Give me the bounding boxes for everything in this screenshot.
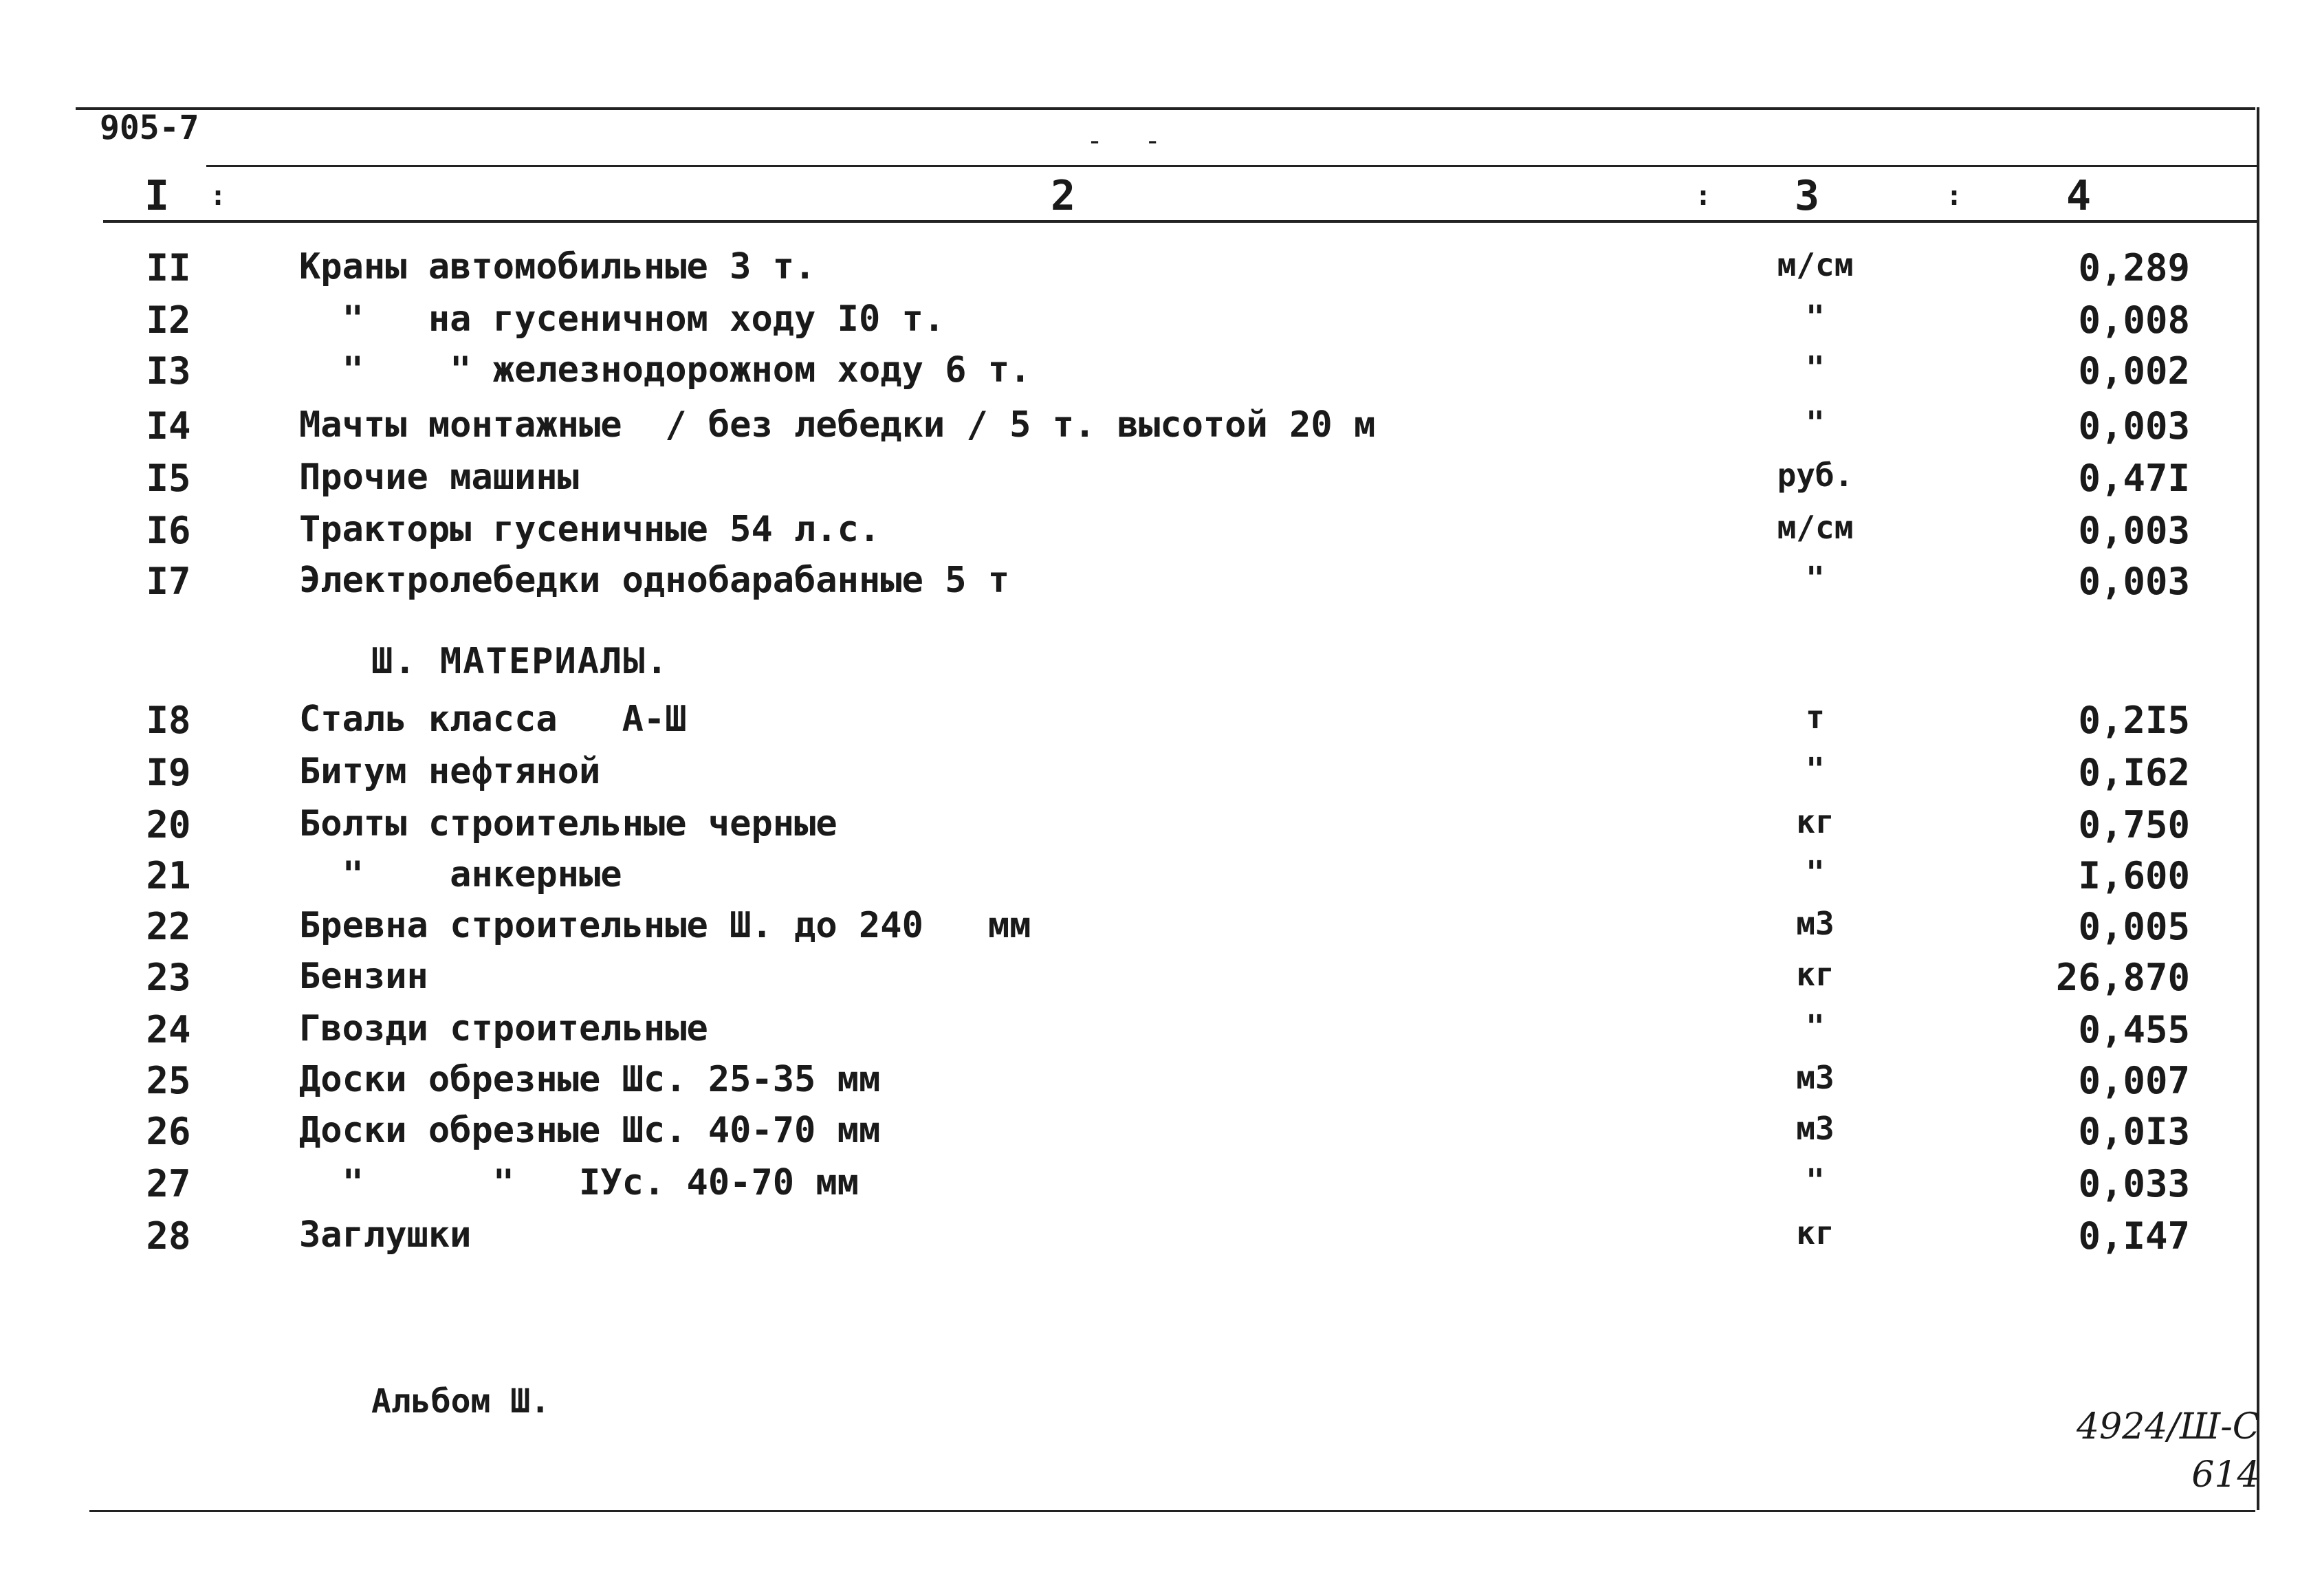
- column-separator: :: [210, 180, 227, 212]
- header-marks: [1086, 125, 1202, 157]
- row-name: Заглушки: [299, 1214, 472, 1256]
- row-name: Бензин: [299, 956, 428, 997]
- row-number: I9: [146, 751, 191, 794]
- row-number: 26: [146, 1110, 191, 1153]
- row-number: I8: [146, 699, 191, 742]
- row-name: Битум нефтяной: [299, 751, 601, 792]
- row-number: 25: [146, 1059, 191, 1102]
- row-quantity: 0,I47: [2078, 1214, 2190, 1258]
- row-quantity: 0,008: [2078, 298, 2190, 342]
- section-title: Ш. МАТЕРИАЛЫ.: [371, 641, 669, 682]
- row-quantity: 0,005: [2078, 905, 2190, 948]
- row-name: Электролебедки однобарабанные 5 т: [299, 560, 1010, 601]
- bottom-rule: [89, 1510, 2255, 1512]
- row-name: Доски обрезные Шс. 40-70 мм: [299, 1110, 881, 1151]
- row-unit: кг: [1796, 803, 1834, 840]
- table-row: [0, 1214, 2322, 1267]
- row-name: " на гусеничном ходу I0 т.: [299, 298, 945, 340]
- row-unit: м3: [1796, 1059, 1834, 1096]
- table-row: [0, 1110, 2322, 1162]
- row-name: Тракторы гусеничные 54 л.с.: [299, 509, 881, 550]
- table-row: [0, 1008, 2322, 1060]
- document-stamp: [2077, 1403, 2260, 1499]
- column-separator: :: [1695, 180, 1712, 212]
- table-row: [0, 699, 2322, 751]
- row-name: " " IУс. 40-70 мм: [299, 1162, 859, 1203]
- table-row: [0, 349, 2322, 402]
- table-row: [0, 1059, 2322, 1111]
- table-row: [0, 457, 2322, 509]
- column-separator: :: [1946, 180, 1963, 212]
- row-unit: ": [1806, 298, 1825, 336]
- row-quantity: 0,I62: [2078, 751, 2190, 794]
- column-header-rule: [103, 220, 2259, 223]
- row-number: 28: [146, 1214, 191, 1258]
- row-quantity: 0,033: [2078, 1162, 2190, 1205]
- table-row: [0, 905, 2322, 957]
- row-name: Прочие машины: [299, 457, 579, 498]
- row-quantity: 0,750: [2078, 803, 2190, 846]
- row-number: 22: [146, 905, 191, 948]
- row-name: Краны автомобильные 3 т.: [299, 246, 816, 287]
- row-number: 20: [146, 803, 191, 846]
- table-row: [0, 246, 2322, 298]
- row-quantity: 26,870: [2055, 956, 2190, 999]
- row-quantity: 0,2I5: [2078, 699, 2190, 742]
- row-quantity: 0,003: [2078, 560, 2190, 603]
- row-number: 23: [146, 956, 191, 999]
- row-quantity: 0,0I3: [2078, 1110, 2190, 1153]
- row-unit: кг: [1796, 1214, 1834, 1251]
- stamp-code: 4924/Ш-С: [2077, 1406, 2260, 1447]
- header-mark: -: [1144, 125, 1203, 157]
- stamp-page: 614: [2191, 1454, 2260, 1496]
- row-number: 21: [146, 854, 191, 897]
- row-name: Мачты монтажные / без лебедки / 5 т. высотой 20 м: [299, 404, 1376, 446]
- row-unit: ": [1806, 404, 1825, 441]
- table-row: [0, 404, 2322, 457]
- row-number: I7: [146, 560, 191, 603]
- row-unit: руб.: [1777, 457, 1854, 494]
- row-unit: ": [1806, 1008, 1825, 1045]
- row-unit: ": [1806, 349, 1825, 386]
- header-mark: -: [1086, 125, 1145, 157]
- row-unit: кг: [1796, 956, 1834, 993]
- table-row: [0, 1162, 2322, 1214]
- row-unit: м/см: [1777, 509, 1854, 546]
- header-rule: [206, 165, 2259, 167]
- column-header-2: 2: [1051, 172, 1076, 220]
- column-header-4: 4: [2066, 172, 2092, 220]
- column-header-3: 3: [1795, 172, 1820, 220]
- table-row: [0, 956, 2322, 1008]
- top-rule: [76, 107, 2255, 110]
- row-quantity: 0,002: [2078, 349, 2190, 393]
- table-row: [0, 854, 2322, 906]
- row-number: 27: [146, 1162, 191, 1205]
- row-quantity: 0,455: [2078, 1008, 2190, 1051]
- row-quantity: 0,007: [2078, 1059, 2190, 1102]
- row-unit: ": [1806, 751, 1825, 788]
- row-quantity: 0,289: [2078, 246, 2190, 289]
- row-name: Сталь класса А-Ш: [299, 699, 687, 740]
- row-unit: м/см: [1777, 246, 1854, 283]
- row-name: Доски обрезные Шс. 25-35 мм: [299, 1059, 881, 1100]
- row-unit: ": [1806, 560, 1825, 597]
- row-name: Бревна строительные Ш. до 240 мм: [299, 905, 1031, 946]
- table-row: [0, 560, 2322, 612]
- row-name: " " железнодорожном ходу 6 т.: [299, 349, 1031, 391]
- row-name: Гвозди строительные: [299, 1008, 708, 1049]
- row-number: II: [146, 246, 191, 289]
- row-number: I5: [146, 457, 191, 500]
- row-number: I4: [146, 404, 191, 448]
- row-number: I2: [146, 298, 191, 342]
- table-row: [0, 298, 2322, 351]
- table-row: [0, 751, 2322, 803]
- row-quantity: 0,003: [2078, 404, 2190, 448]
- document-code: 905-7: [100, 109, 199, 147]
- row-unit: м3: [1796, 905, 1834, 942]
- row-number: I6: [146, 509, 191, 552]
- row-unit: ": [1806, 1162, 1825, 1199]
- row-quantity: 0,003: [2078, 509, 2190, 552]
- column-header-1: I: [144, 172, 170, 220]
- table-row: [0, 803, 2322, 855]
- row-name: Болты строительные черные: [299, 803, 837, 844]
- row-unit: м3: [1796, 1110, 1834, 1147]
- row-quantity: 0,47I: [2078, 457, 2190, 500]
- row-unit: ": [1806, 854, 1825, 891]
- row-quantity: I,600: [2078, 854, 2190, 897]
- row-name: " анкерные: [299, 854, 622, 895]
- row-number: I3: [146, 349, 191, 393]
- row-unit: т: [1806, 699, 1825, 736]
- table-row: [0, 509, 2322, 561]
- row-number: 24: [146, 1008, 191, 1051]
- album-label: Альбом Ш.: [371, 1382, 551, 1421]
